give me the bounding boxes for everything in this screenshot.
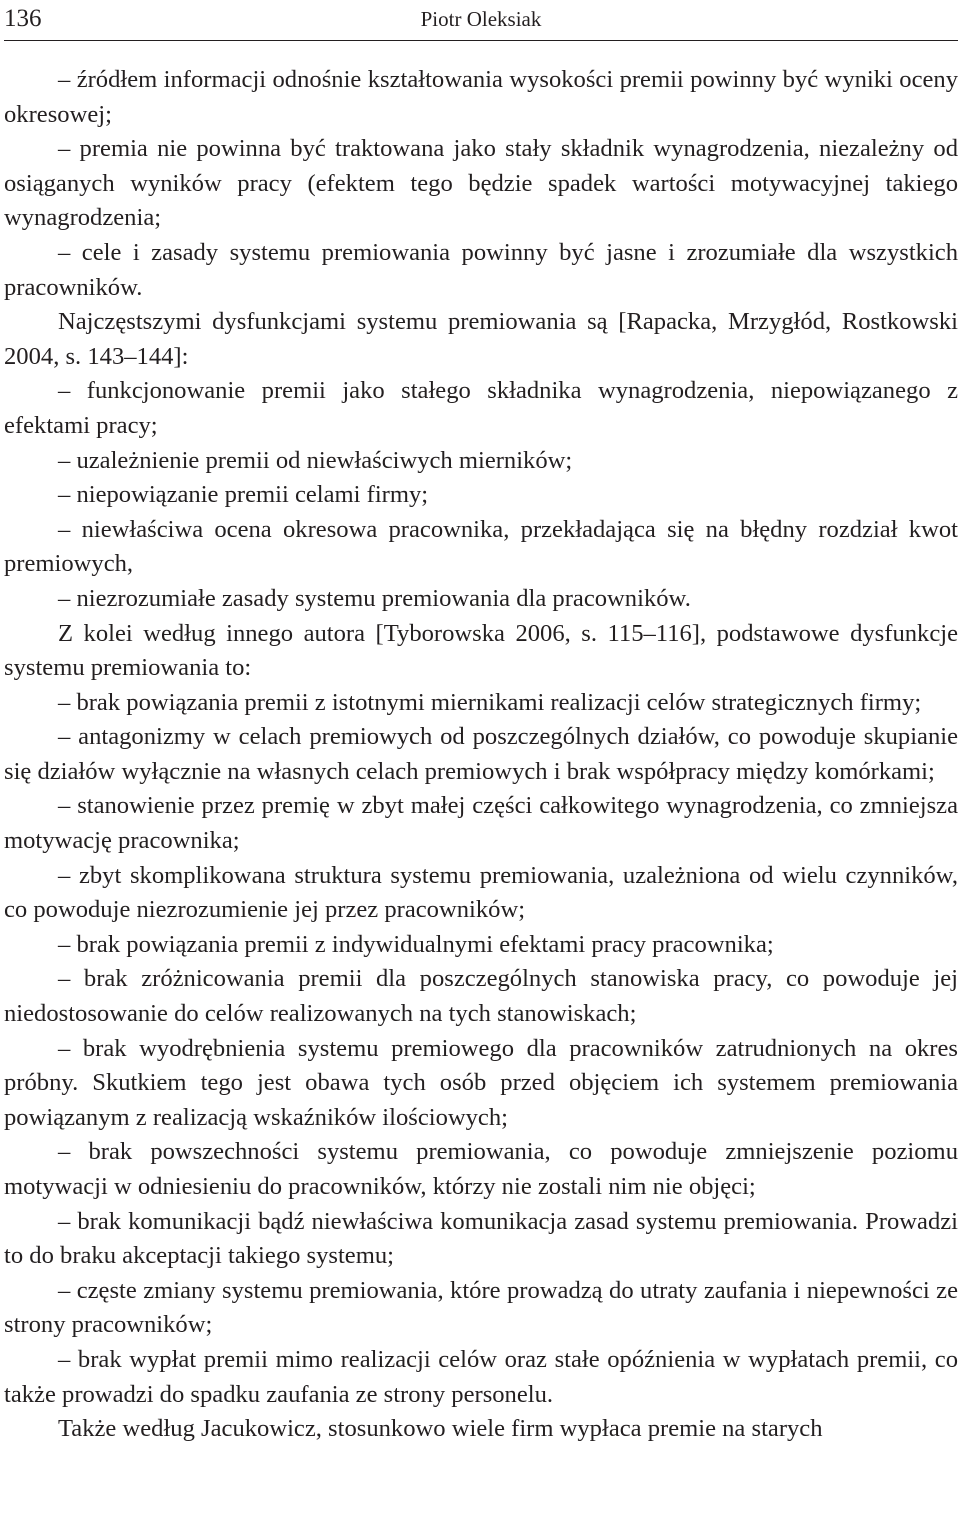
body-text [4, 63, 958, 1447]
list-item: – brak powszechności systemu premiowania, co powoduje zmniejszenie poziomu motywacji w odniesieniu do pracowników, którzy nie zostali nim nie objęci; [4, 1138, 958, 1200]
page-number: 136 [4, 5, 42, 32]
paragraph: Także według Jacukowicz, stosunkowo wiele firm wypłaca premie na starych [58, 1415, 823, 1443]
paragraph: Z kolei według innego autora [Tyborowska 2006, s. 115–116], podstawowe dysfunkcje systemu premiowania to: [4, 619, 958, 682]
list-item: – brak wypłat premii mimo realizacji celów oraz stałe opóźnienia w wypłatach premii, co także prowadzi do spadku zaufania ze strony personelu. [4, 1345, 958, 1408]
list-item: – niewłaściwa ocena okresowa pracownika, przekładająca się na błędny rozdział kwot premiowych, [4, 515, 958, 578]
list-item: – funkcjonowanie premii jako stałego składnika wynagrodzenia, niepowiązanego z efektami pracy; [4, 377, 958, 439]
list-item: – premia nie powinna być traktowana jako stały składnik wynagrodzenia, niezależny od osiąganych wyników pracy (efektem tego będzie spadek wartości motywacyjnej takiego wynagrodzenia; [4, 135, 958, 232]
list-item: – brak zróżnicowania premii dla poszczególnych stanowiska pracy, co powoduje jej niedostosowanie do celów realizowanych na tych stanowiskach; [4, 965, 958, 1028]
list-item: – brak wyodrębnienia systemu premiowego dla pracowników zatrudnionych na okres próbny. Skutkiem tego jest obawa tych osób przed objęciem ich systemem premiowania powiązanym z realizacją wskaźników ilościowych; [4, 1034, 958, 1131]
list-item: – brak komunikacji bądź niewłaściwa komunikacja zasad systemu premiowania. Prowadzi to do braku akceptacji takiego systemu; [4, 1207, 958, 1270]
list-item: – niezrozumiałe zasady systemu premiowania dla pracowników. [58, 584, 691, 612]
running-head: Piotr Oleksiak [420, 7, 542, 31]
list-item: – brak powiązania premii z istotnymi miernikami realizacji celów strategicznych firmy; [58, 688, 922, 716]
list-item: – uzależnienie premii od niewłaściwych mierników; [58, 446, 573, 474]
list-item: – brak powiązania premii z indywidualnymi efektami pracy pracownika; [58, 930, 774, 958]
list-item: – antagonizmy w celach premiowych od poszczególnych działów, co powoduje skupianie się działów wyłącznie na własnych celach premiowych i brak współpracy między komórkami; [4, 723, 958, 785]
list-item: – zbyt skomplikowana struktura systemu premiowania, uzależniona od wielu czynników, co powoduje niezrozumienie jej przez pracowników; [4, 861, 958, 924]
list-item: – częste zmiany systemu premiowania, które prowadzą do utraty zaufania i niepewności ze strony pracowników; [4, 1276, 958, 1339]
list-item: – stanowienie przez premię w zbyt małej części całkowitego wynagrodzenia, co zmniejsza motywację pracownika; [4, 792, 958, 855]
list-item: – cele i zasady systemu premiowania powinny być jasne i zrozumiałe dla wszystkich pracowników. [4, 238, 958, 301]
page-header [4, 0, 958, 41]
list-item: – niepowiązanie premii celami firmy; [58, 481, 429, 509]
list-item: – źródłem informacji odnośnie kształtowania wysokości premii powinny być wyniki oceny okresowej; [4, 66, 958, 128]
paragraph: Najczęstszymi dysfunkcjami systemu premiowania są [Rapacka, Mrzygłód, Rostkowski 2004, s. 143–144]: [4, 308, 958, 370]
